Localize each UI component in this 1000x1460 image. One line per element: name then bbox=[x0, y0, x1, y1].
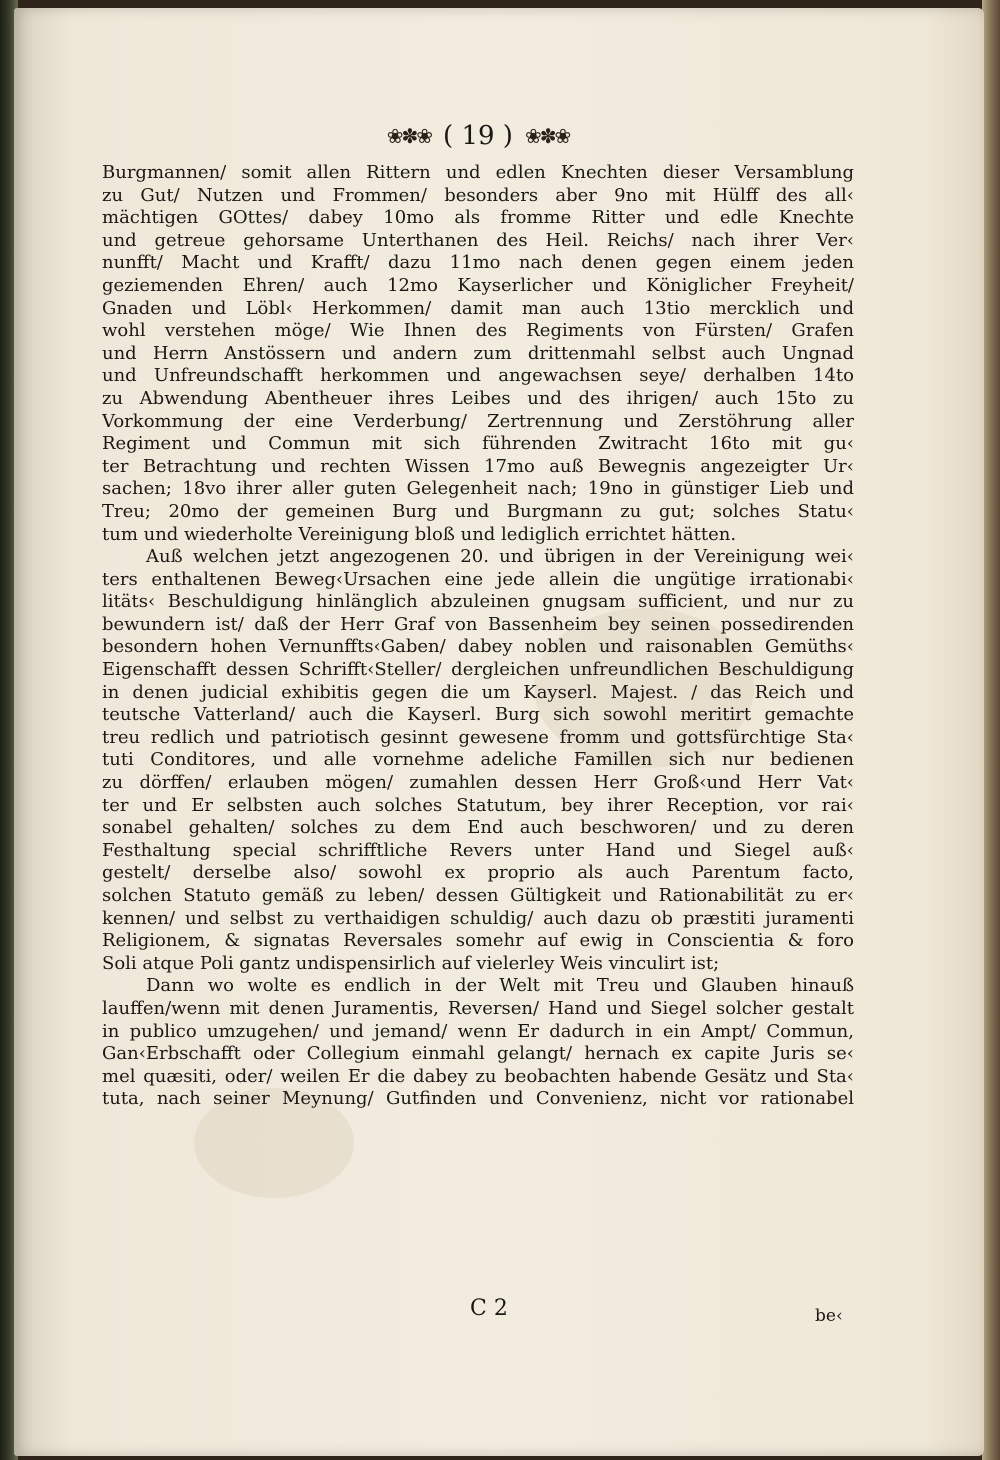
text-line: tuta, nach seiner Meynung/ Gutfinden und Convenienz, nicht vor rationabel bbox=[102, 1088, 854, 1110]
signature-mark: C 2 bbox=[470, 1296, 508, 1321]
text-line: Eigenschafft dessen Schrifft‹Steller/ dergleichen unfreundlichen Beschuldigung bbox=[102, 659, 854, 681]
text-line: Auß welchen jetzt angezogenen 20. und übrigen in der Vereinigung wei‹ bbox=[146, 546, 854, 568]
text-line: zu dörffen/ erlauben mögen/ zumahlen dessen Herr Groß‹und Herr Vat‹ bbox=[102, 772, 854, 794]
text-line: sachen; 18vo ihrer aller guten Gelegenheit nach; 19no in günstiger Lieb und bbox=[102, 478, 854, 500]
running-head bbox=[102, 116, 854, 156]
text-line: tuti Conditores, und alle vornehme adeliche Famillen sich nur bedienen bbox=[102, 749, 854, 771]
text-line: besondern hohen Vernunffts‹Gaben/ dabey noblen und raisonablen Gemüths‹ bbox=[102, 636, 854, 658]
body-text bbox=[102, 162, 854, 1111]
text-line: Gnaden und Löbl‹ Herkommen/ damit man auch 13tio mercklich und bbox=[102, 297, 854, 319]
text-line: Festhaltung special schrifftliche Revers unter Hand und Siegel auß‹ bbox=[102, 839, 854, 861]
text-line: geziemenden Ehren/ auch 12mo Kayserlicher und Königlicher Freyheit/ bbox=[102, 274, 854, 296]
text-block bbox=[102, 116, 854, 1111]
text-line: ter und Er selbsten auch solches Statutum, bey ihrer Reception, vor rai‹ bbox=[102, 794, 854, 816]
page-number: ( 19 ) bbox=[443, 121, 513, 151]
text-line: ter Betrachtung und rechten Wissen 17mo auß Bewegnis angezeigter Ur‹ bbox=[102, 455, 854, 477]
text-line: Vorkommung der eine Verderbung/ Zertrennung und Zerstöhrung aller bbox=[102, 410, 854, 432]
ornament-right-icon: ❀✽❀ bbox=[524, 124, 570, 148]
text-line: solchen Statuto gemäß zu leben/ dessen Gültigkeit und Rationabilität zu er‹ bbox=[102, 885, 854, 906]
ornament-left-icon: ❀✽❀ bbox=[386, 124, 432, 148]
text-line: sonabel gehalten/ solches zu dem End auch beschworen/ und zu deren bbox=[102, 817, 854, 839]
text-line: nunfft/ Macht und Krafft/ dazu 11mo nach denen gegen einem jeden bbox=[102, 252, 854, 274]
text-line: Burgmannen/ somit allen Rittern und edlen Knechten dieser Versamblung bbox=[102, 162, 854, 183]
text-line: litäts‹ Beschuldigung hinlänglich abzuleinen gnugsam sufficient, und nur zu bbox=[102, 591, 854, 613]
text-line: Regiment und Commun mit sich führenden Zwitracht 16to mit gu‹ bbox=[102, 433, 854, 455]
text-line: zu Gut/ Nutzen und Frommen/ besonders aber 9no mit Hülff des all‹ bbox=[102, 184, 854, 206]
text-line: Treu; 20mo der gemeinen Burg und Burgmann zu gut; solches Statu‹ bbox=[102, 500, 854, 522]
text-line: wohl verstehen möge/ Wie Ihnen des Regiments von Fürsten/ Grafen bbox=[102, 320, 854, 342]
text-line: in publico umzugehen/ und jemand/ wenn Er dadurch in ein Ampt/ Commun, bbox=[102, 1020, 854, 1042]
text-line: lauffen/wenn mit denen Juramentis, Reversen/ Hand und Siegel solcher gestalt bbox=[102, 997, 854, 1019]
text-line: und getreue gehorsame Unterthanen des Heil. Reichs/ nach ihrer Ver‹ bbox=[102, 229, 854, 251]
text-line: zu Abwendung Abentheuer ihres Leibes und des ihrigen/ auch 15to zu bbox=[102, 387, 854, 409]
text-line: Gan‹Erbschafft oder Collegium einmahl gelangt/ hernach ex capite Juris se‹ bbox=[102, 1043, 854, 1065]
text-line: in denen judicial exhibitis gegen die um Kayserl. Majest. / das Reich und bbox=[102, 681, 854, 703]
page-edges bbox=[982, 0, 1000, 1460]
text-line: gestelt/ derselbe also/ sowohl ex proprio als auch Parentum facto, bbox=[102, 862, 854, 884]
text-line: mächtigen GOttes/ dabey 10mo als fromme Ritter und edle Knechte bbox=[102, 207, 854, 229]
text-line: ters enthaltenen Beweg‹Ursachen eine jede allein die ungütige irrationabi‹ bbox=[102, 568, 854, 590]
text-line: Religionem, & signatas Reversales somehr auf ewig in Conscientia & foro bbox=[102, 930, 854, 952]
text-line: tum und wiederholte Vereinigung bloß und lediglich errichtet hätten. bbox=[102, 523, 737, 545]
text-line: Dann wo wolte es endlich in der Welt mit Treu und Glauben hinauß bbox=[146, 975, 854, 997]
text-line: mel quæsiti, oder/ weilen Er die dabey zu beobachten habende Gesätz und Sta‹ bbox=[102, 1065, 854, 1087]
catchword: be‹ bbox=[815, 1306, 843, 1326]
text-line: bewundern ist/ daß der Herr Graf von Bassenheim bey seinen possedirenden bbox=[102, 613, 854, 635]
text-line: und Herrn Anstössern und andern zum drittenmahl selbst auch Ungnad bbox=[102, 342, 854, 364]
text-line: treu redlich und patriotisch gesinnt gewesene fromm und gottsfürchtige Sta‹ bbox=[102, 726, 854, 748]
text-line: Soli atque Poli gantz undispensirlich auf vielerley Weis vinculirt ist; bbox=[102, 952, 720, 974]
text-line: teutsche Vatterland/ auch die Kayserl. Burg sich sowohl meritirt gemachte bbox=[102, 704, 854, 726]
text-line: und Unfreundschafft herkommen und angewachsen seye/ derhalben 14to bbox=[102, 365, 854, 387]
text-line: kennen/ und selbst zu verthaidigen schuldig/ auch dazu ob præstiti juramenti bbox=[102, 907, 854, 929]
